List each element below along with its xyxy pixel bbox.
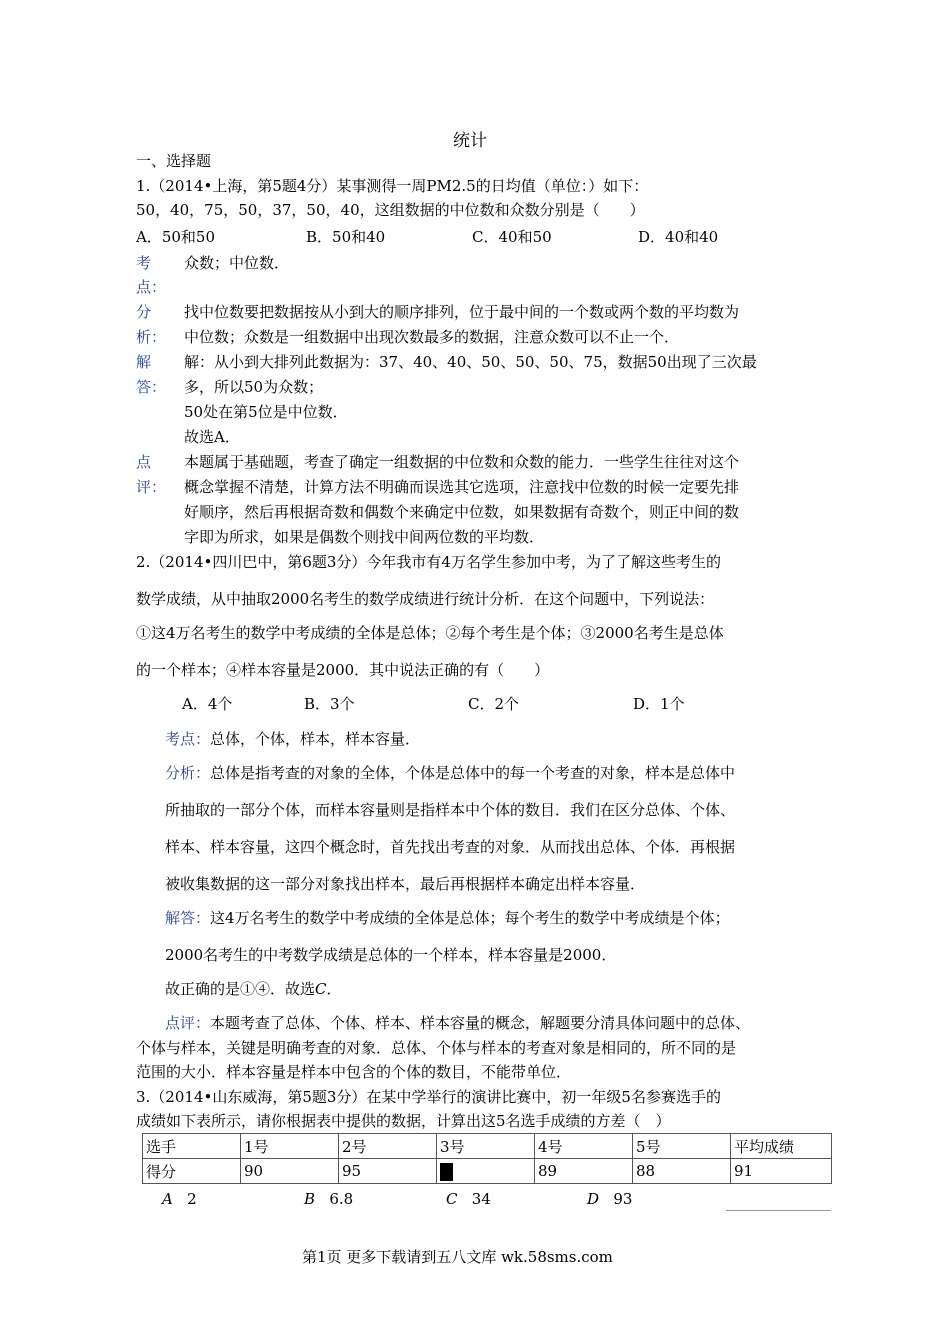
q3-option-c bbox=[446, 1189, 491, 1209]
table-cell-redacted bbox=[437, 1159, 535, 1184]
q2-kaodian-label: 考点： bbox=[165, 730, 211, 748]
q3-stem-line-1: 3.（2014•山东威海，第5题3分）在某中学举行的演讲比赛中，初一年级5名参赛选手的 bbox=[136, 1088, 721, 1106]
table-row bbox=[143, 1159, 832, 1184]
q2-conclusion-pre: 故正确的是①④．故选 bbox=[165, 980, 316, 998]
redacted-block bbox=[440, 1163, 453, 1181]
q1-dianping-line-4: 字即为所求，如果是偶数个则找中间两位数的平均数． bbox=[184, 528, 545, 546]
q3-option-b bbox=[304, 1189, 353, 1209]
q1-fenxi-line-1: 找中位数要把数据按从小到大的顺序排列，位于最中间的一个数或两个数的平均数为 bbox=[184, 303, 740, 321]
page-footer: 第1页 更多下载请到五八文库 wk.58sms.com bbox=[302, 1248, 613, 1266]
q1-fenxi-label-2: 析： bbox=[136, 328, 167, 346]
q2-fenxi-line-2: 所抽取的一部分个体，而样本容量则是指样本中个体的数目．我们在区分总体、个体、 bbox=[165, 801, 736, 819]
q1-jieda-label-2: 答： bbox=[136, 378, 167, 396]
table-cell: 得分 bbox=[143, 1159, 241, 1184]
q2-fenxi-line-1-wrap bbox=[165, 763, 735, 783]
q2-jieda-line-1: 这4万名考生的数学中考成绩的全体是总体；每个考生的数学中考成绩是个体； bbox=[210, 909, 730, 927]
q2-stem-line-4: 的一个样本；④样本容量是2000．其中说法正确的有（ ） bbox=[136, 661, 550, 679]
q2-stem-line-3: ①这4万名考生的数学中考成绩的全体是总体；②每个考生是个体；③2000名考生是总体 bbox=[136, 624, 724, 642]
q1-kaodian-label-1: 考 bbox=[136, 254, 152, 272]
q3-option-c-value: 34 bbox=[471, 1190, 491, 1208]
table-header-cell: 3号 bbox=[437, 1134, 535, 1159]
q2-stem-line-1: 2.（2014•四川巴中，第6题3分）今年我市有4万名学生参加中考，为了了解这些考生的 bbox=[136, 553, 721, 571]
q3-stem-line-2: 成绩如下表所示，请你根据表中提供的数据，计算出这5名选手成绩的方差（ ） bbox=[136, 1112, 671, 1130]
q1-dianping-line-3: 好顺序，然后再根据奇数和偶数个来确定中位数，如果数据有奇数个，则正中间的数 bbox=[184, 503, 740, 521]
q2-kaodian bbox=[165, 729, 420, 749]
table-header-cell: 2号 bbox=[339, 1134, 437, 1159]
q1-option-a: A．50和50 bbox=[136, 228, 216, 246]
table-cell: 89 bbox=[535, 1159, 633, 1184]
table-cell: 95 bbox=[339, 1159, 437, 1184]
q1-option-c: C．40和50 bbox=[472, 228, 552, 246]
q2-fenxi-line-4: 被收集数据的这一部分对象找出样本，最后再根据样本确定出样本容量． bbox=[165, 875, 646, 893]
q2-kaodian-text: 总体，个体，样本，样本容量． bbox=[210, 730, 421, 748]
q1-jieda-line-2: 多，所以50为众数； bbox=[184, 378, 324, 396]
q2-dianping-line-3: 范围的大小．样本容量是样本中包含的个体的数目，不能带单位． bbox=[136, 1063, 572, 1081]
q1-kaodian-label-2: 点： bbox=[136, 278, 167, 296]
q2-fenxi-line-3: 样本、样本容量，这四个概念时，首先找出考查的对象．从而找出总体、个体．再根据 bbox=[165, 838, 736, 856]
q1-option-d: D．40和40 bbox=[638, 228, 719, 246]
q2-jieda-line-2: 2000名考生的中考数学成绩是总体的一个样本，样本容量是2000． bbox=[165, 946, 617, 964]
q2-stem-line-2: 数学成绩，从中抽取2000名考生的数学成绩进行统计分析．在这个问题中，下列说法： bbox=[136, 590, 715, 608]
q2-dianping-line-2: 个体与样本，关键是明确考查的对象．总体、个体与样本的考查对象是相同的，所不同的是 bbox=[136, 1039, 737, 1057]
q1-stem-line-1: 1.（2014•上海，第5题4分）某事测得一周PM2.5的日均值（单位：）如下： bbox=[136, 177, 649, 195]
q1-fenxi-label-1: 分 bbox=[136, 303, 152, 321]
table-header-cell: 4号 bbox=[535, 1134, 633, 1159]
q2-dianping-label: 点评： bbox=[165, 1014, 211, 1032]
table-cell: 88 bbox=[633, 1159, 731, 1184]
q3-option-d-value: 93 bbox=[613, 1190, 633, 1208]
q3-option-d bbox=[587, 1189, 632, 1209]
q2-option-a: A．4个 bbox=[182, 695, 233, 713]
q3-option-b-letter: B bbox=[304, 1190, 316, 1208]
q2-jieda-label: 解答： bbox=[165, 909, 211, 927]
q1-fenxi-line-2: 中位数；众数是一组数据中出现次数最多的数据，注意众数可以不止一个． bbox=[184, 328, 680, 346]
q3-option-d-letter: D bbox=[587, 1190, 600, 1208]
q2-jieda-line-1-wrap bbox=[165, 908, 730, 928]
q1-dianping-label-2: 评： bbox=[136, 478, 167, 496]
q1-dianping-label-1: 点 bbox=[136, 453, 152, 471]
q1-stem-line-2: 50，40，75，50，37，50，40，这组数据的中位数和众数分别是（ ） bbox=[136, 201, 645, 219]
q2-conclusion-post: ． bbox=[326, 980, 342, 998]
q2-option-d: D．1个 bbox=[633, 695, 685, 713]
q3-option-c-letter: C bbox=[446, 1190, 458, 1208]
divider-line bbox=[726, 1210, 831, 1211]
q1-dianping-line-1: 本题属于基础题，考查了确定一组数据的中位数和众数的能力．一些学生往往对这个 bbox=[184, 453, 740, 471]
q1-jieda-label-1: 解 bbox=[136, 353, 152, 371]
q2-fenxi-label: 分析： bbox=[165, 764, 211, 782]
q3-option-a-letter: A bbox=[162, 1190, 173, 1208]
table-header-cell: 平均成绩 bbox=[731, 1134, 832, 1159]
q2-fenxi-line-1: 总体是指考查的对象的全体，个体是总体中的每一个考查的对象，样本是总体中 bbox=[210, 764, 736, 782]
q2-dianping-line-1: 本题考查了总体、个体、样本、样本容量的概念，解题要分清具体问题中的总体、 bbox=[210, 1014, 751, 1032]
q1-jieda-line-1: 解：从小到大排列此数据为：37、40、40、50、50、50、75，数据50出现了三次最 bbox=[184, 353, 757, 371]
section-heading: 一、选择题 bbox=[136, 152, 212, 170]
q1-jieda-line-4: 故选A． bbox=[184, 428, 240, 446]
table-cell: 91 bbox=[731, 1159, 832, 1184]
q3-option-a bbox=[162, 1189, 197, 1209]
q2-conclusion bbox=[165, 979, 342, 999]
score-table bbox=[142, 1133, 832, 1184]
table-header-cell: 1号 bbox=[241, 1134, 339, 1159]
q1-option-b: B．50和40 bbox=[306, 228, 386, 246]
q2-conclusion-letter: C bbox=[315, 980, 327, 998]
page-title: 统计 bbox=[453, 131, 487, 151]
q1-kaodian-text: 众数；中位数． bbox=[184, 254, 290, 272]
q2-option-b: B．3个 bbox=[304, 695, 355, 713]
q2-option-c: C．2个 bbox=[468, 695, 520, 713]
q3-option-a-value: 2 bbox=[187, 1190, 197, 1208]
q2-dianping-line-1-wrap bbox=[165, 1013, 750, 1033]
table-header-cell: 5号 bbox=[633, 1134, 731, 1159]
table-header-row bbox=[143, 1134, 832, 1159]
q1-jieda-line-3: 50处在第5位是中位数． bbox=[184, 403, 348, 421]
table-cell: 90 bbox=[241, 1159, 339, 1184]
q1-dianping-line-2: 概念掌握不清楚，计算方法不明确而误选其它选项，注意找中位数的时候一定要先排 bbox=[184, 478, 740, 496]
q3-option-b-value: 6.8 bbox=[329, 1190, 354, 1208]
table-header-cell: 选手 bbox=[143, 1134, 241, 1159]
